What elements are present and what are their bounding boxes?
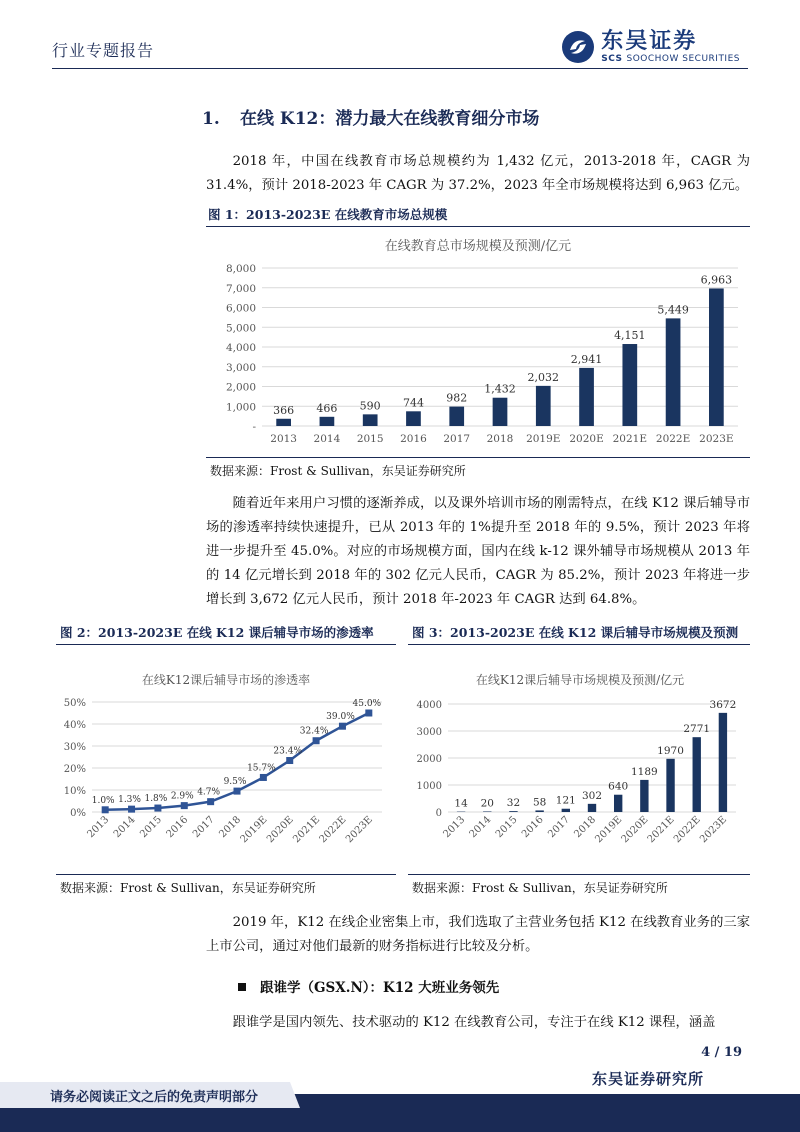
chart-svg — [56, 646, 396, 872]
figure-2-bottom-rule — [56, 874, 396, 875]
x-tick-label: 2017 — [190, 814, 217, 841]
data-point — [260, 774, 267, 781]
report-type-title: 行业专题报告 — [52, 41, 155, 60]
company-logo — [561, 30, 740, 64]
data-label: 4.7% — [197, 787, 221, 798]
data-point — [128, 806, 135, 813]
y-tick-label: 0% — [70, 808, 86, 819]
x-tick-label: 2022E — [317, 814, 349, 846]
data-label: 590 — [359, 399, 381, 413]
x-tick-label: 2016 — [400, 433, 427, 445]
data-label: 58 — [532, 796, 547, 809]
y-tick-label: 1000 — [416, 781, 442, 792]
data-label: 1.8% — [144, 794, 168, 805]
bar — [509, 811, 517, 812]
data-point — [339, 723, 346, 730]
data-label: 1.3% — [118, 795, 141, 806]
bar — [363, 414, 378, 426]
data-label: 45.0% — [352, 699, 382, 709]
page-number: 4 / 19 — [701, 1045, 742, 1060]
logo-mark-icon — [561, 30, 595, 64]
x-tick-label: 2013 — [270, 433, 298, 445]
x-tick-label: 2018 — [217, 814, 244, 841]
footer-disclaimer: 请务必阅读正文之后的免责声明部分 — [50, 1090, 259, 1105]
bar — [562, 809, 570, 812]
chart-k12-penetration — [56, 646, 396, 872]
data-label: 744 — [402, 396, 424, 410]
data-label: 39.0% — [326, 712, 355, 723]
section-number: 1. — [202, 109, 220, 129]
chart-svg — [206, 228, 750, 456]
x-tick-label: 2013 — [441, 814, 468, 841]
bar — [320, 417, 335, 426]
subsection-gsx — [238, 976, 499, 996]
bar — [709, 288, 724, 426]
x-tick-label: 2023E — [698, 814, 730, 846]
data-label: 32 — [506, 797, 521, 810]
data-point — [313, 737, 320, 744]
x-tick-label: 2016 — [519, 814, 546, 841]
x-tick-label: 2020E — [264, 814, 296, 846]
x-tick-label: 2015 — [138, 814, 165, 841]
section-title — [202, 104, 539, 129]
data-label: 14 — [454, 797, 468, 810]
x-tick-label: 2013 — [85, 814, 112, 841]
data-label: 121 — [555, 794, 576, 807]
data-label: 20 — [480, 797, 494, 810]
bullet-square-icon — [238, 983, 246, 991]
chart-title: 在线K12课后辅导市场规模及预测/亿元 — [475, 673, 685, 687]
x-tick-label: 2015 — [493, 814, 520, 841]
x-tick-label: 2021E — [612, 433, 648, 445]
x-tick-label: 2020E — [569, 433, 604, 445]
x-tick-label: 2014 — [111, 814, 138, 841]
data-label: 32.4% — [299, 726, 329, 737]
figure-3-source: 数据来源：Frost & Sullivan，东吴证券研究所 — [412, 881, 668, 895]
data-point — [181, 802, 188, 809]
chart-title: 在线K12课后辅导市场的渗透率 — [141, 673, 311, 687]
x-tick-label: 2018 — [572, 814, 599, 841]
y-tick-label: 5,000 — [225, 322, 256, 335]
chart-k12-market-size — [408, 646, 750, 872]
bar — [622, 344, 637, 426]
x-tick-label: 2017 — [546, 814, 572, 841]
subsection-gsx-title: 跟谁学（GSX.N）：K12 大班业务领先 — [260, 980, 500, 996]
chart-title: 在线教育总市场规模及预测/亿元 — [384, 239, 572, 254]
y-tick-label: 10% — [63, 786, 86, 797]
y-tick-label: 40% — [63, 720, 86, 731]
data-label: 466 — [316, 401, 338, 415]
bar — [666, 759, 674, 812]
data-label: 4,151 — [614, 329, 646, 343]
data-label: 23.4% — [273, 746, 303, 757]
data-label: 640 — [608, 780, 629, 793]
figure-3-bottom-rule — [408, 874, 750, 875]
x-tick-label: 2017 — [443, 433, 471, 445]
x-tick-label: 2019E — [593, 814, 625, 846]
y-tick-label: 2,000 — [225, 381, 256, 394]
paragraph-market-size: 2018 年，中国在线教育市场总规模约为 1,432 亿元，2013-2018 年，CAGR 为 31.4%，预计 2018-2023 年 CAGR 为 37.2%，2023 年全市场规模将达到 6,963 亿元。 — [206, 154, 750, 193]
logo-cn-text: 东吴证券 — [601, 29, 698, 54]
figure-1-source: 数据来源：Frost & Sullivan，东吴证券研究所 — [210, 464, 466, 478]
bar — [666, 318, 681, 426]
figure-3-caption: 图 3：2013-2023E 在线 K12 课后辅导市场规模及预测 — [412, 625, 739, 640]
data-label: 1.0% — [91, 795, 115, 806]
x-tick-label: 2014 — [313, 433, 341, 445]
data-label: 302 — [581, 789, 603, 802]
y-tick-label: 20% — [63, 764, 86, 775]
y-tick-label: 0 — [435, 808, 442, 819]
logo-en-text — [601, 54, 740, 64]
bar — [276, 419, 291, 426]
data-label: 1,432 — [484, 382, 516, 396]
bar — [614, 795, 622, 812]
y-tick-label: 2000 — [416, 754, 442, 765]
x-tick-label: 2015 — [356, 433, 384, 445]
data-point — [207, 798, 214, 805]
x-tick-label: 2020E — [619, 814, 651, 846]
data-point — [154, 805, 161, 812]
x-tick-label: 2023E — [699, 433, 734, 445]
data-label: 2771 — [683, 723, 711, 736]
bar — [449, 407, 464, 426]
y-tick-label: 6,000 — [225, 302, 256, 315]
figure-2-top-rule — [56, 644, 396, 645]
x-tick-label: 2021E — [645, 814, 677, 846]
y-tick-label: 30% — [63, 742, 86, 753]
y-tick-label: 7,000 — [225, 282, 256, 295]
data-label: 2,941 — [570, 352, 603, 366]
bar — [579, 368, 594, 426]
y-tick-label: 1,000 — [225, 401, 256, 414]
data-point — [286, 757, 293, 764]
y-tick-label: 3000 — [416, 727, 442, 738]
y-tick-label: 3,000 — [225, 361, 256, 374]
x-tick-label: 2014 — [467, 814, 494, 841]
logo-abbr: SCS — [601, 54, 623, 64]
x-tick-label: 2016 — [164, 814, 191, 841]
x-tick-label: 2021E — [291, 814, 323, 846]
bar — [719, 713, 727, 812]
y-tick-label: 4000 — [416, 700, 442, 711]
footer-org-name: 东吴证券研究所 — [591, 1070, 704, 1088]
y-tick-label: - — [252, 421, 256, 433]
data-point — [365, 710, 372, 717]
paragraph-listed-companies: 2019 年，K12 在线企业密集上市，我们选取了主营业务包括 K12 在线教育业务的三家上市公司，通过对他们最新的财务指标进行比较及分析。 — [206, 915, 750, 954]
section-heading: 在线 K12：潜力最大在线教育细分市场 — [240, 109, 540, 129]
paragraph-k12-penetration: 随着近年来用户习惯的逐渐养成，以及课外培训市场的刚需特点，在线 K12 课后辅导市场的渗透率持续快速提升，已从 2013 年的 1%提升至 2018 年的 9.5%，预计 2023 年将进一步提升至 45.0%。对应的市场规模方面，国内在线 k-12 课外辅导市场规模从 2013 年的 14 亿元增长到 2018 年的 302 亿元人民币，CAGR 为 85.2%，预计 2023 年将进一步增长到 3,672 亿元人民币，预计 2018 年-2023 年 CAGR 达到 64.8%。 — [206, 496, 750, 607]
figure-2-caption: 图 2：2013-2023E 在线 K12 课后辅导市场的渗透率 — [60, 625, 374, 640]
data-label: 982 — [446, 391, 468, 405]
y-tick-label: 50% — [63, 698, 86, 709]
figure-1-caption: 图 1：2013-2023E 在线教育市场总规模 — [208, 207, 448, 222]
data-label: 2.9% — [170, 791, 194, 802]
bar — [483, 811, 491, 812]
figure-1-top-rule — [206, 226, 750, 227]
data-label: 366 — [273, 403, 295, 417]
x-tick-label: 2022E — [671, 814, 703, 846]
bar — [535, 810, 543, 812]
data-label: 9.5% — [223, 777, 247, 788]
chart-online-edu-market — [206, 228, 750, 456]
x-tick-label: 2019E — [526, 433, 561, 445]
x-tick-label: 2022E — [655, 433, 691, 445]
data-label: 1970 — [657, 744, 684, 757]
bar — [693, 737, 701, 812]
data-label: 15.7% — [247, 763, 276, 774]
y-tick-label: 8,000 — [225, 263, 256, 275]
figure-1-bottom-rule — [206, 457, 750, 458]
bar — [588, 804, 596, 812]
logo-en-name: SOOCHOW SECURITIES — [626, 54, 740, 64]
y-tick-label: 4,000 — [225, 342, 256, 354]
header-divider — [52, 68, 748, 69]
x-tick-label: 2019E — [238, 814, 270, 846]
data-point — [234, 788, 241, 795]
data-label: 2,032 — [527, 370, 560, 384]
figure-2-source: 数据来源：Frost & Sullivan，东吴证券研究所 — [60, 881, 316, 895]
data-label: 1189 — [630, 765, 658, 778]
x-tick-label: 2023E — [344, 814, 375, 846]
chart-svg — [408, 646, 750, 872]
figure-3-top-rule — [408, 644, 750, 645]
paragraph-gsx-intro: 跟谁学是国内领先、技术驱动的 K12 在线教育公司，专注于在线 K12 课程，涵盖 — [232, 1015, 716, 1030]
data-label: 6,963 — [700, 273, 733, 287]
bar — [536, 386, 551, 426]
bar — [406, 411, 421, 426]
x-tick-label: 2018 — [486, 433, 514, 445]
data-point — [102, 806, 109, 813]
bar — [640, 780, 648, 812]
data-label: 3672 — [709, 698, 737, 711]
data-label: 5,449 — [657, 303, 689, 317]
bar — [493, 398, 508, 426]
